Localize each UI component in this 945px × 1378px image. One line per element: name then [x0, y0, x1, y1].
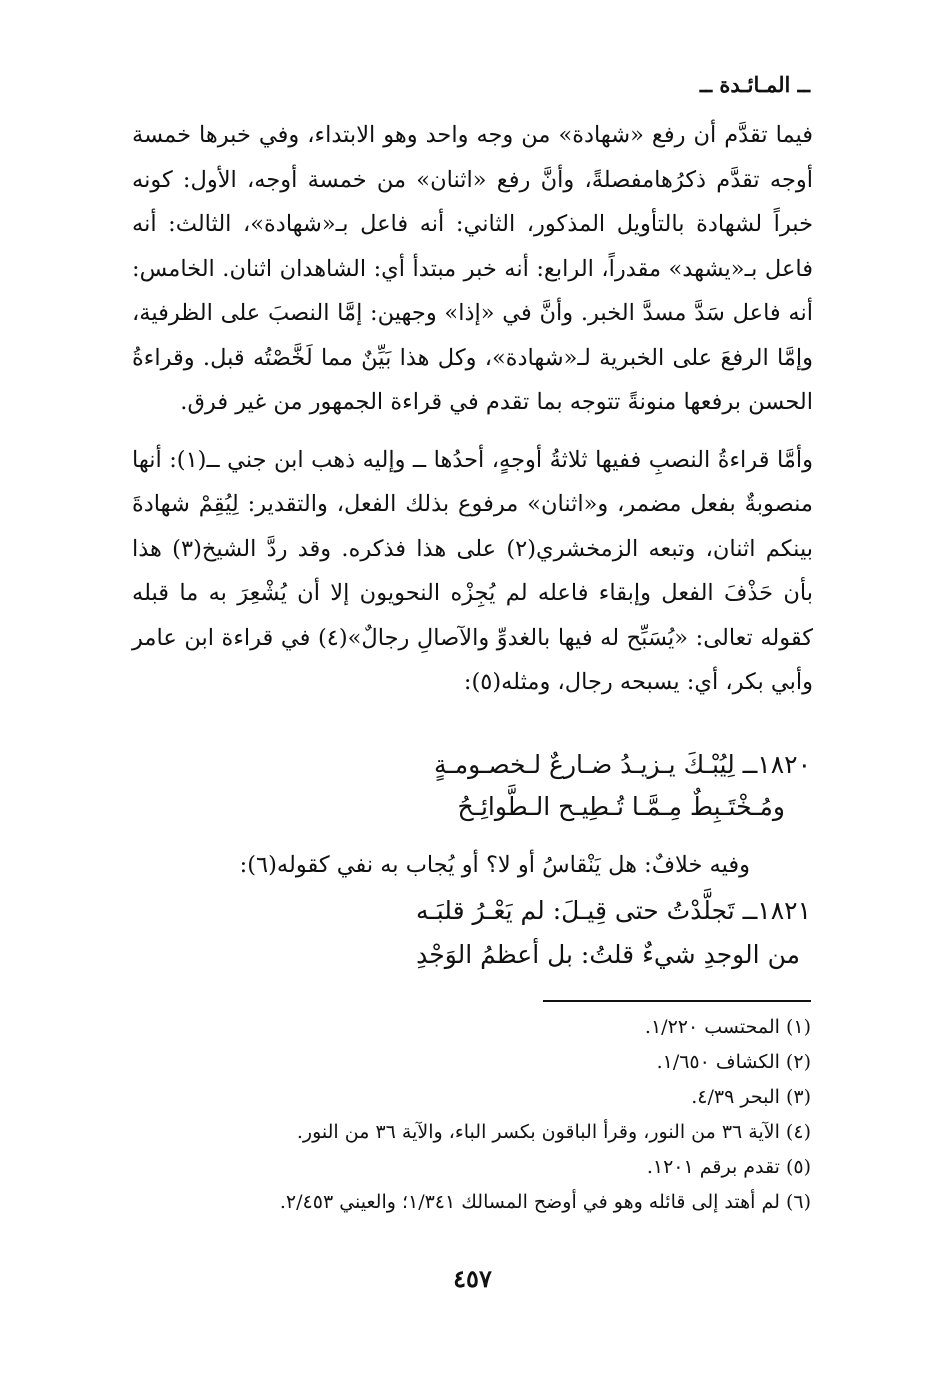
- footnote-5: (٥) تقدم برقم ١٢٠١.: [646, 1156, 811, 1178]
- main-text: [132, 113, 813, 705]
- page-number: ٤٥٧: [453, 1264, 492, 1293]
- verse-1820-line-1: ١٨٢٠ــ لِيُبْـكَ يـزيـدُ ضـارعٌ لـخصـومـةٍ: [433, 750, 811, 779]
- footnotes: [280, 1010, 811, 1220]
- footnote-divider: [543, 1000, 811, 1002]
- verse-1821-line-2: من الوجدِ شيءٌ قلتُ: بل أعظمُ الوَجْدِ: [416, 940, 800, 969]
- footnote-6: (٦) لم أهتد إلى قائله وهو في أوضح المسالك ١/٣٤١؛ والعيني ٢/٤٥٣.: [279, 1191, 811, 1213]
- verse-1821-line-1: ١٨٢١ــ تَجلَّدْتُ حتى قِيـلَ: لم يَعْـرُ قلبَـه: [416, 896, 811, 925]
- verse-1821-intro: وفيه خلافٌ: هل يَنْقاسُ أو لا؟ أو يُجاب به نفي كقوله(٦):: [239, 852, 750, 878]
- running-header: ــ المـائـدة ــ: [699, 72, 810, 97]
- paragraph-2: وأمَّا قراءةُ النصبِ ففيها ثلاثةُ أوجهٍ، أحدُها ــ وإليه ذهب ابن جني ــ(١): أنها منصوبةٌ بفعل مضمر، و«اثنان» مرفوع بذلك الفعل، والتقدير: لِيُقِمْ شهادةَ بينكم اثنان، وتبعه الزمخشري(٢) على هذا فذكره. وقد ردَّ الشيخ(٣) هذا بأن حَذْفَ الفعل وإبقاء فاعله لم يُجِزْه النحويون إلا أن يُشْعِرَ به ما قبله كقوله تعالى: «يُسَبِّح له فيها بالغدوِّ والآصالِ رجالٌ»(٤) في قراءة ابن عامر وأبي بكر، أي: يسبحه رجال، ومثله(٥):: [132, 446, 814, 695]
- footnote-2: (٢) الكشاف ١/٦٥٠.: [656, 1051, 811, 1073]
- footnote-3: (٣) البحر ٤/٣٩.: [691, 1086, 811, 1108]
- footnote-4: (٤) الآية ٣٦ من النور، وقرأ الباقون بكسر الباء، والآية ٣٦ من النور.: [296, 1121, 811, 1143]
- verse-1820-line-2: ومُـخْتَـبِطٌ مِـمَّـا تُـطِيـح الـطَّوائِـحُ: [457, 792, 785, 821]
- footnote-1: (١) المحتسب ١/٢٢٠.: [644, 1016, 811, 1038]
- paragraph-1: فيما تقدَّم أن رفع «شهادة» من وجه واحد وهو الابتداء، وفي خبرها خمسة أوجه تقدَّم ذكرُهامفصلةً، وأنَّ رفع «اثنان» من خمسة أوجه، الأول: كونه خبراً لشهادة بالتأويل المذكور، الثاني: أنه فاعل بـ«شهادة»، الثالث: أنه فاعل بـ«يشهد» مقدراً، الرابع: أنه خبر مبتدأ أي: الشاهدان اثنان. الخامس: أنه فاعل سَدَّ مسدَّ الخبر. وأنَّ في «إذا» وجهين: إمَّا النصبَ على الظرفية، وإمَّا الرفعَ على الخبرية لـ«شهادة»، وكل هذا بَيِّنٌ مما لَخَّصْتُه قبل. وقراءةُ الحسن برفعها منونةً تتوجه بما تقدم في قراءة الجمهور من غير فرق.: [132, 122, 813, 415]
